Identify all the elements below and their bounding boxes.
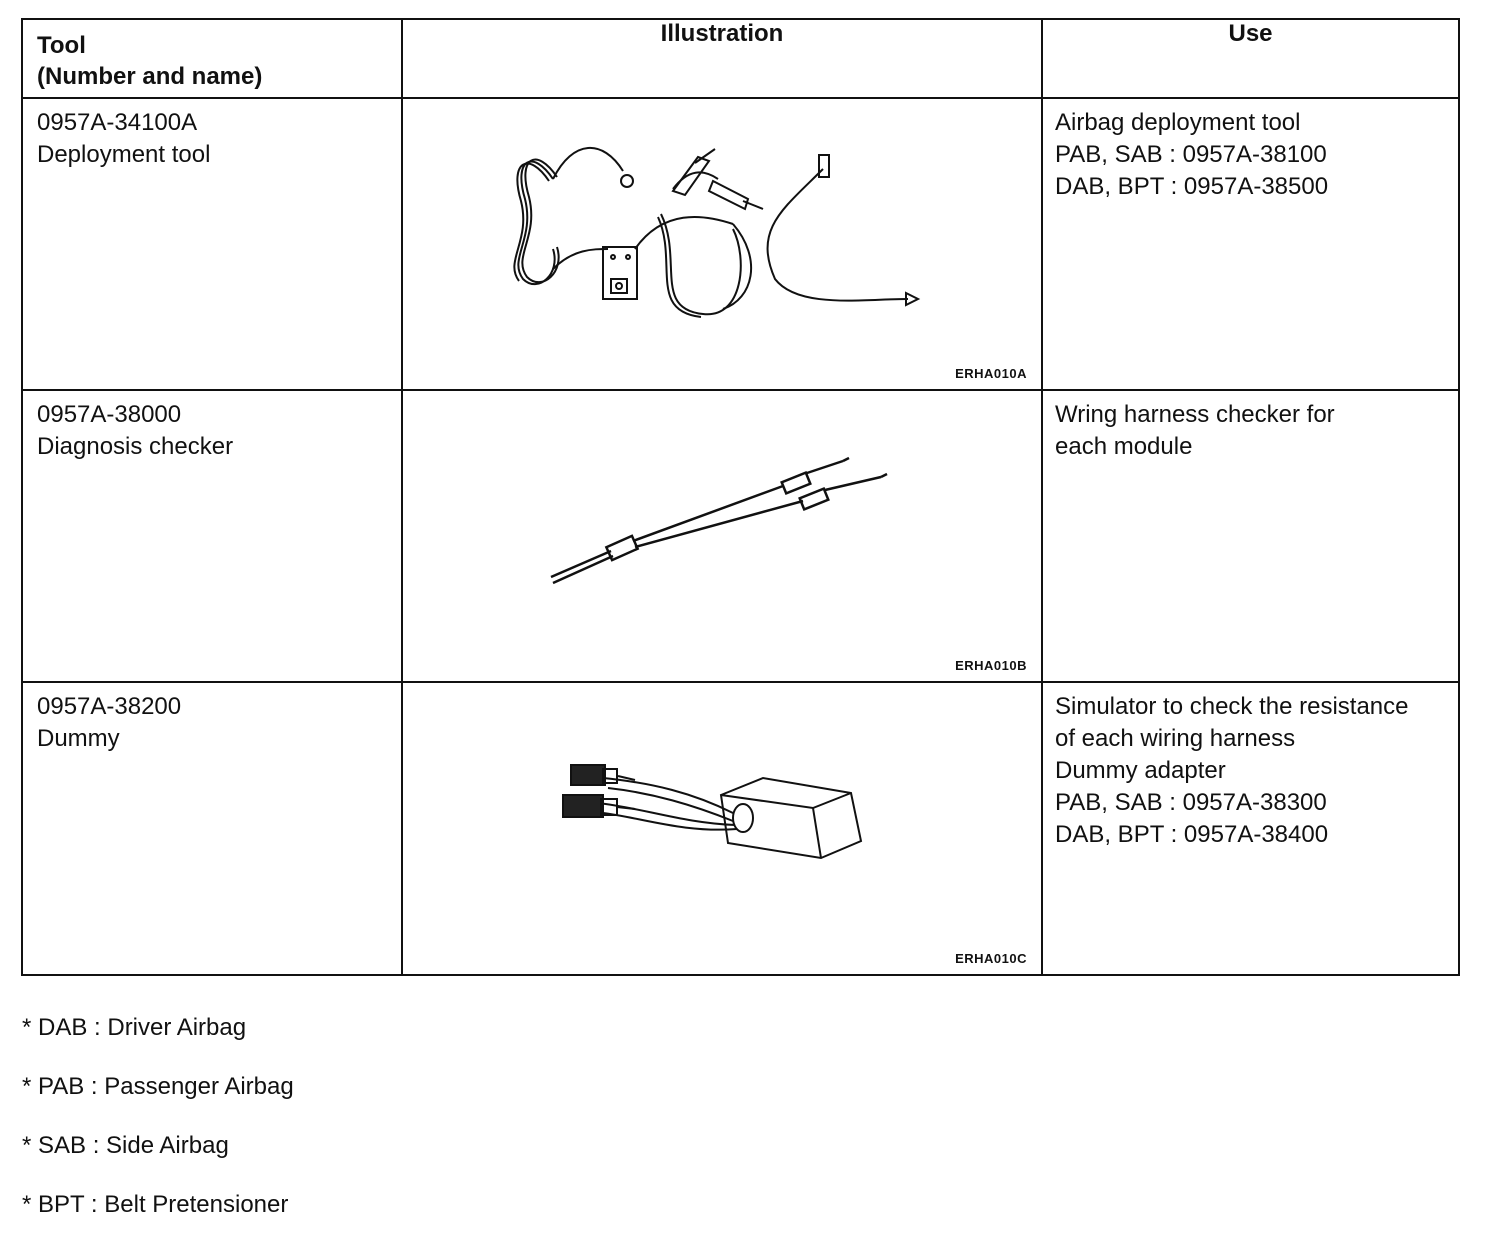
use-line: DAB, BPT : 0957A-38500	[1055, 173, 1329, 200]
abbreviation-notes	[22, 1010, 294, 1246]
table-header-row	[22, 19, 1459, 98]
tool-cell	[22, 682, 402, 975]
special-tools-table	[21, 18, 1460, 976]
deployment-tool-cables-icon	[403, 99, 1041, 389]
tool-name: Deployment tool	[37, 141, 211, 168]
use-line: Simulator to check the resistance	[1055, 693, 1409, 720]
tool-number: 0957A-38000	[37, 401, 182, 428]
use-line: PAB, SAB : 0957A-38100	[1055, 141, 1327, 168]
note-pab: * PAB : Passenger Airbag	[22, 1073, 294, 1100]
use-line: of each wiring harness	[1055, 725, 1296, 752]
use-cell	[1042, 390, 1459, 682]
header-tool-line2: (Number and name)	[37, 63, 263, 90]
tool-cell	[22, 390, 402, 682]
figure-code: ERHA010C	[955, 951, 1027, 966]
use-line: Wring harness checker for	[1055, 401, 1335, 428]
dummy-resistor-box-icon	[403, 683, 1041, 973]
use-cell	[1042, 98, 1459, 390]
tool-name: Dummy	[37, 725, 120, 752]
use-line: Airbag deployment tool	[1055, 109, 1301, 136]
illustration-cell	[402, 390, 1042, 682]
use-cell	[1042, 682, 1459, 975]
tool-cell	[22, 98, 402, 390]
note-bpt: * BPT : Belt Pretensioner	[22, 1191, 289, 1218]
header-use: Use	[1042, 19, 1459, 98]
tool-number: 0957A-38200	[37, 693, 182, 720]
use-line: Dummy adapter	[1055, 757, 1226, 784]
use-line: DAB, BPT : 0957A-38400	[1055, 821, 1329, 848]
table-row	[22, 98, 1459, 390]
illustration-cell	[402, 682, 1042, 975]
tool-name: Diagnosis checker	[37, 433, 234, 460]
use-line: each module	[1055, 433, 1193, 460]
use-line: PAB, SAB : 0957A-38300	[1055, 789, 1327, 816]
note-sab: * SAB : Side Airbag	[22, 1132, 229, 1159]
table-row	[22, 682, 1459, 975]
header-tool-line1: Tool	[37, 32, 86, 59]
tool-number: 0957A-34100A	[37, 109, 198, 136]
header-illustration: Illustration	[402, 19, 1042, 98]
header-tool	[22, 19, 402, 98]
figure-code: ERHA010A	[955, 366, 1027, 381]
figure-code: ERHA010B	[955, 658, 1027, 673]
table-row	[22, 390, 1459, 682]
diagnosis-checker-leads-icon	[403, 391, 1041, 681]
illustration-cell	[402, 98, 1042, 390]
note-dab: * DAB : Driver Airbag	[22, 1014, 247, 1041]
